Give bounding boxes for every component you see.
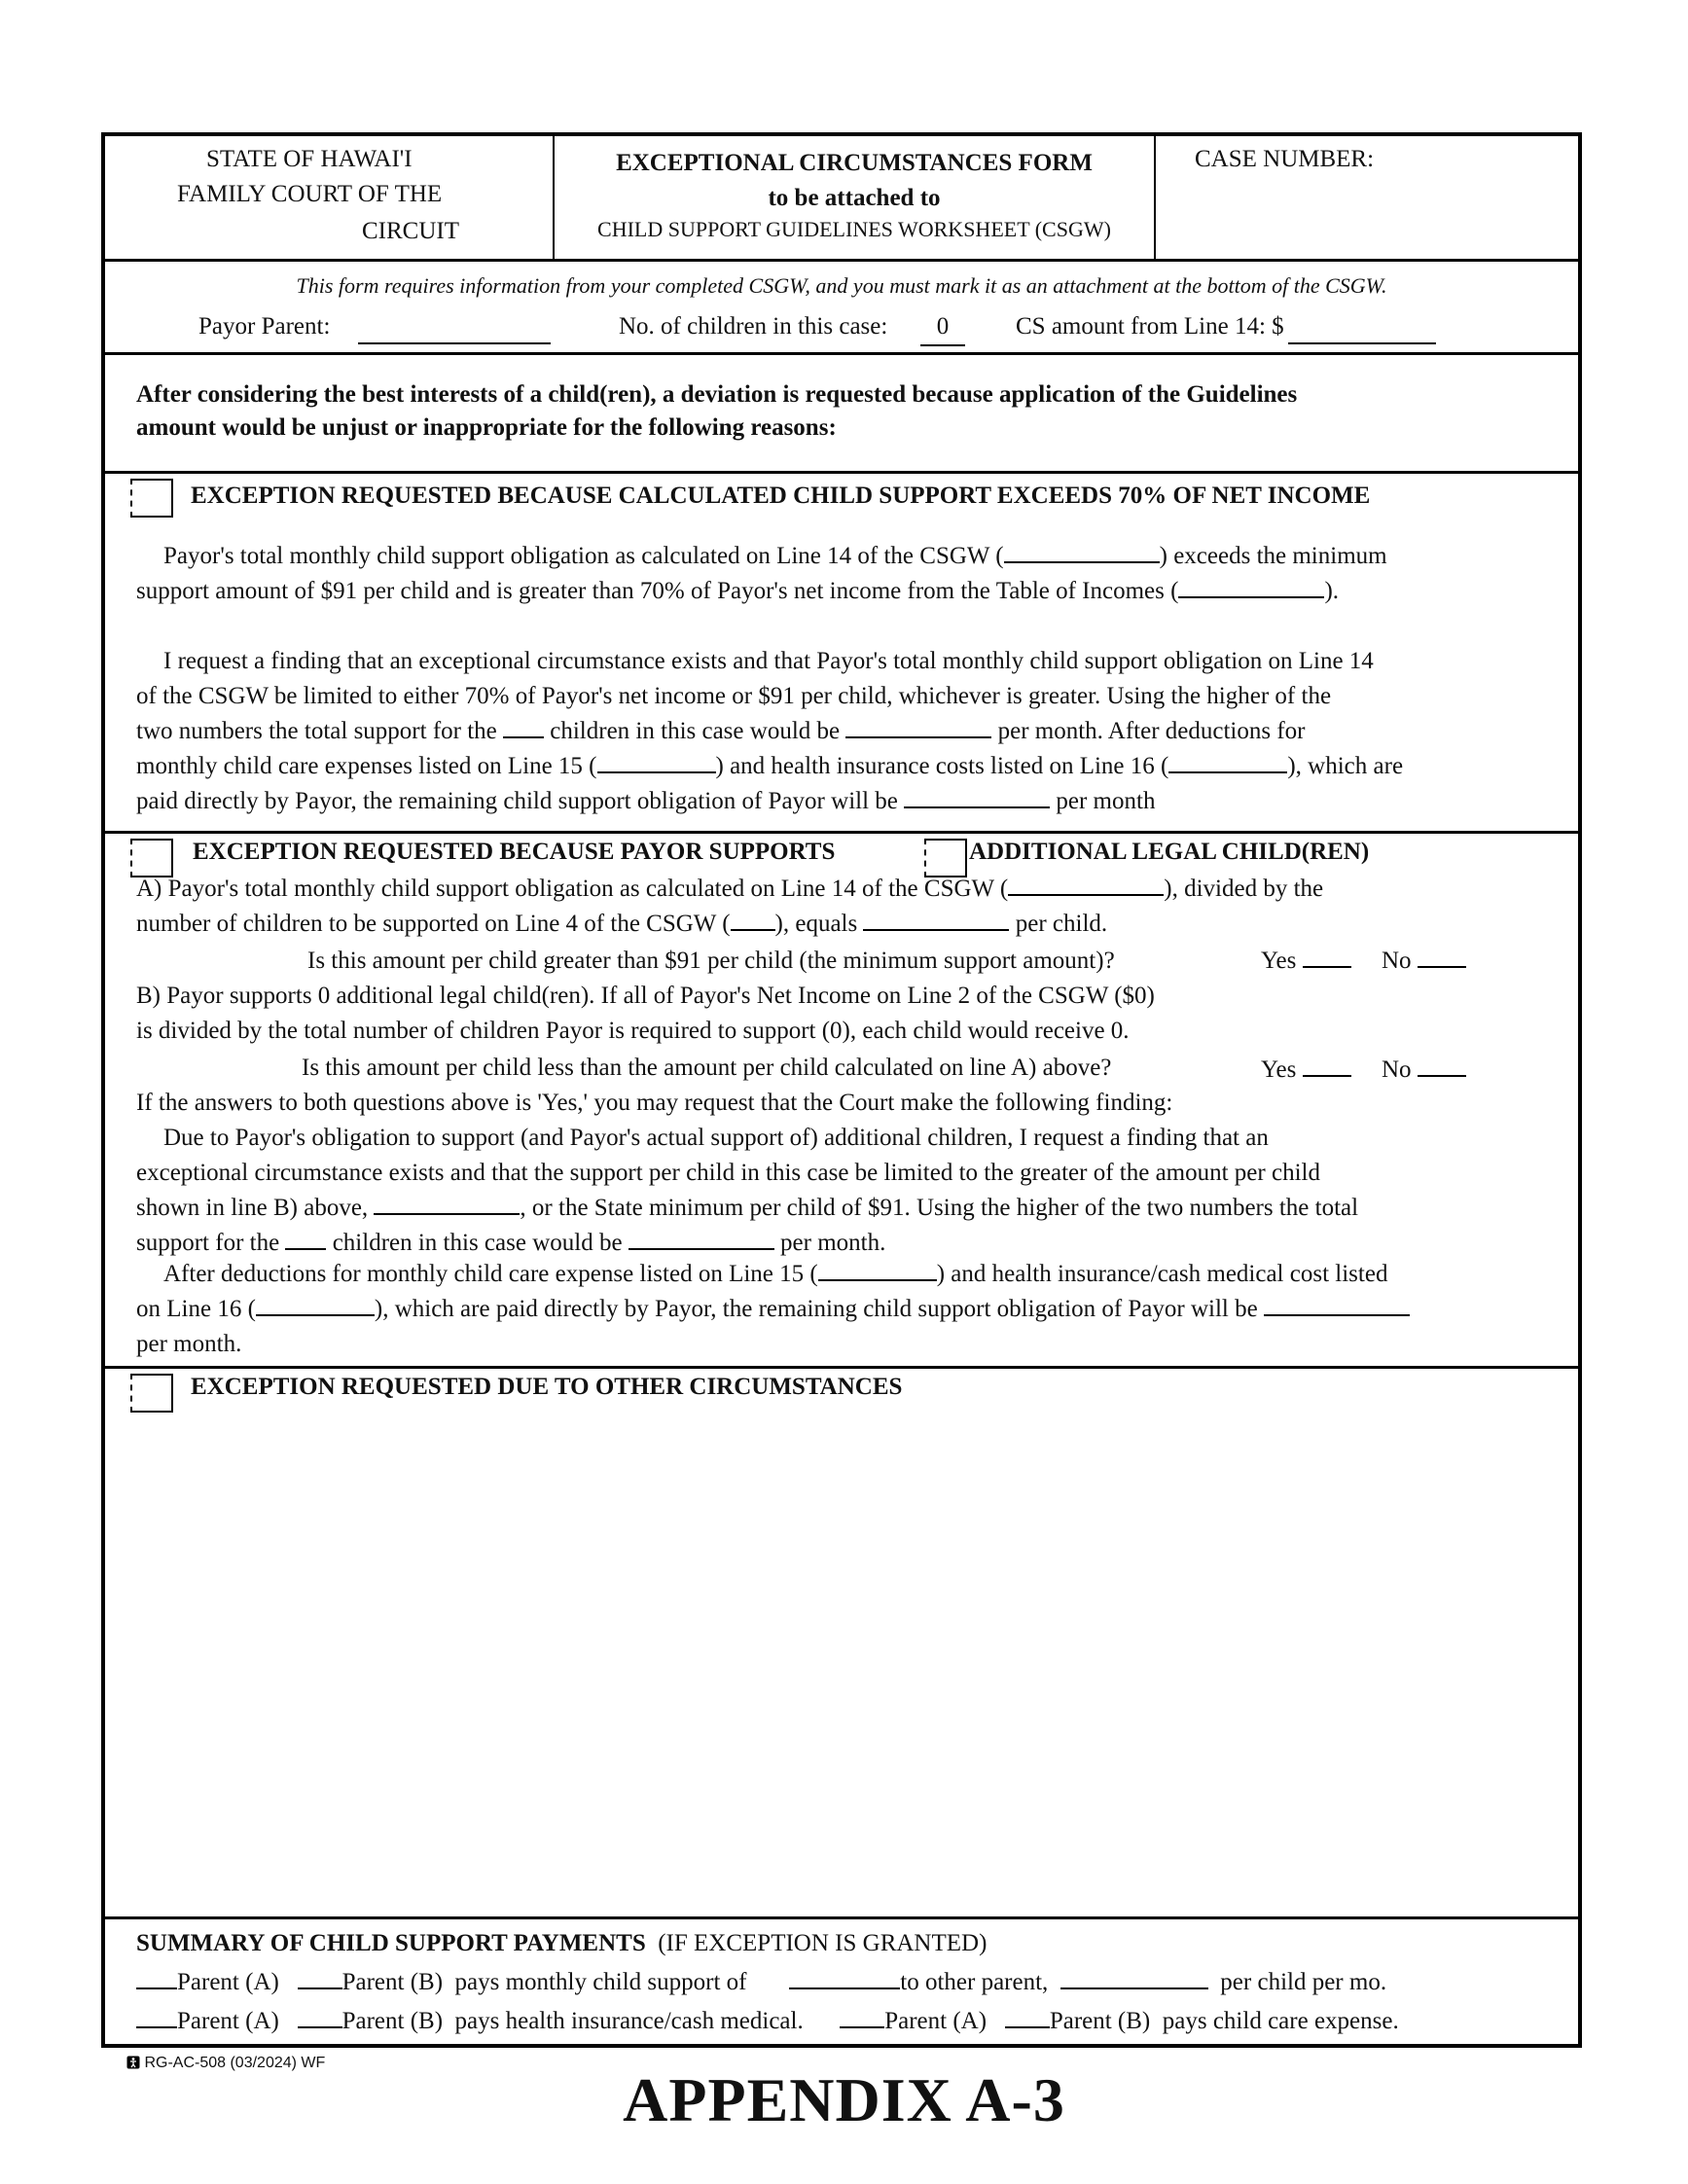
section1-p2-line5-text-a: paid directly by Payor, the remaining child support obligation of Payor will be bbox=[136, 788, 898, 814]
summary-heading-note: (IF EXCEPTION IS GRANTED) bbox=[658, 1930, 988, 1956]
section1-p2-line1: I request a finding that an exceptional circumstance exists and that Payor's total monthly child support obligation on Line 14 bbox=[163, 648, 1374, 674]
summary-r1-text: pays monthly child support of bbox=[454, 1969, 747, 1995]
form-title: EXCEPTIONAL CIRCUMSTANCES FORM bbox=[616, 150, 1093, 176]
section1-p2-line5-text-b: per month bbox=[1056, 788, 1156, 814]
section1-line15-field[interactable] bbox=[597, 752, 716, 773]
section1-p2-line5 bbox=[136, 784, 1155, 819]
exceptional-circumstances-form bbox=[101, 132, 1582, 2048]
section1-p1-line2 bbox=[136, 574, 1339, 609]
section2-d-line4-text-c: per month. bbox=[780, 1230, 886, 1256]
section2-heading-a: EXCEPTION REQUESTED BECAUSE PAYOR SUPPORTS bbox=[193, 839, 836, 865]
section2-e-line2-text-a: on Line 16 ( bbox=[136, 1296, 256, 1322]
children-count-value[interactable]: 0 bbox=[920, 309, 965, 346]
section2-q2-yes-label: Yes bbox=[1261, 1056, 1297, 1083]
section1-p1-line2-text-b: ). bbox=[1324, 578, 1340, 604]
summary-r1-parent-b-field[interactable] bbox=[298, 1968, 342, 1989]
instruction-text: This form requires information from your completed CSGW, and you must mark it as an attachment at the bottom of the CSGW. bbox=[296, 273, 1387, 298]
section2-a-line2-text-b: ), equals bbox=[774, 911, 858, 937]
section2-q1-no bbox=[1382, 944, 1466, 979]
form-subtitle: to be attached to bbox=[768, 185, 941, 211]
summary-r1-amount-field[interactable] bbox=[789, 1968, 900, 1989]
summary-r1-to: to other parent, bbox=[900, 1969, 1049, 1995]
form-worksheet: CHILD SUPPORT GUIDELINES WORKSHEET (CSGW) bbox=[597, 217, 1111, 241]
court-state: STATE OF HAWAI'I bbox=[206, 146, 413, 172]
section2-d-line4 bbox=[136, 1226, 885, 1261]
section2-e-line1-text-a: After deductions for monthly child care expense listed on Line 15 ( bbox=[163, 1261, 818, 1287]
summary-row-2 bbox=[136, 2004, 1399, 2039]
section2-a-line2-text-c: per child. bbox=[1015, 911, 1108, 937]
section1-p2-line4-text-b: ) and health insurance costs listed on Line 16 ( bbox=[715, 753, 1169, 779]
info-rule bbox=[105, 352, 1578, 355]
section2-q1-yes bbox=[1261, 944, 1351, 979]
section1-p2-line4 bbox=[136, 749, 1403, 784]
section1-remaining-obligation-field[interactable] bbox=[904, 787, 1050, 808]
section1-p2-line4-text-c: ), which are bbox=[1287, 753, 1404, 779]
section2-d-line3-text-a: shown in line B) above, bbox=[136, 1195, 369, 1221]
case-number-label: CASE NUMBER: bbox=[1195, 146, 1375, 172]
section1-p1-line1 bbox=[163, 539, 1387, 574]
section2-total-support-field[interactable] bbox=[629, 1229, 774, 1250]
section2-q2-no bbox=[1382, 1053, 1466, 1088]
section2-per-child-field[interactable] bbox=[863, 910, 1009, 931]
section2-q2-yes bbox=[1261, 1053, 1351, 1088]
section1-heading: EXCEPTION REQUESTED BECAUSE CALCULATED CHILD SUPPORT EXCEEDS 70% OF NET INCOME bbox=[191, 483, 1371, 509]
intro-line-2: amount would be unjust or inappropriate for the following reasons: bbox=[136, 414, 837, 441]
summary-r2-parent-a-field[interactable] bbox=[136, 2007, 177, 2028]
section2-d-line3 bbox=[136, 1191, 1358, 1226]
summary-heading-row bbox=[136, 1926, 987, 1961]
section2-q2-no-label: No bbox=[1382, 1056, 1412, 1083]
section2-d-line1: Due to Payor's obligation to support (and Payor's actual support of) additional children, I request a finding that an bbox=[163, 1125, 1269, 1151]
section2-line15-field[interactable] bbox=[818, 1260, 937, 1281]
section2-e-line2-text-b: ), which are paid directly by Payor, the remaining child support obligation of Payor will be bbox=[374, 1296, 1258, 1322]
section1-p1-line1-text-a: Payor's total monthly child support obligation as calculated on Line 14 of the CSGW ( bbox=[163, 543, 1004, 569]
summary-row-1 bbox=[136, 1965, 1386, 2000]
section2-e-line1-text-b: ) and health insurance/cash medical cost listed bbox=[936, 1261, 1388, 1287]
section1-table-incomes-field[interactable] bbox=[1178, 577, 1324, 598]
summary-r2-care-parent-a-field[interactable] bbox=[840, 2007, 884, 2028]
section2-if-yes: If the answers to both questions above is 'Yes,' you may request that the Court make the following finding: bbox=[136, 1090, 1173, 1116]
section2-a-line1-text-a: A) Payor's total monthly child support obligation as calculated on Line 14 of the CSGW ( bbox=[136, 876, 1009, 902]
section1-p2-line3-text-b: children in this case would be bbox=[550, 718, 841, 744]
section2-q2-no-field[interactable] bbox=[1418, 1056, 1466, 1077]
header-rule bbox=[105, 259, 1578, 262]
children-count-label: No. of children in this case: bbox=[619, 313, 888, 340]
section1-p2-line3-text-a: two numbers the total support for the bbox=[136, 718, 497, 744]
form-code-text: RG-AC-508 (03/2024) WF bbox=[144, 2055, 326, 2071]
summary-r2-text: pays health insurance/cash medical. bbox=[454, 2008, 804, 2034]
summary-r2-parent-b-label: Parent (B) bbox=[341, 2008, 444, 2034]
section1-children-field[interactable] bbox=[503, 717, 544, 738]
section3-heading: EXCEPTION REQUESTED DUE TO OTHER CIRCUMSTANCES bbox=[191, 1374, 903, 1400]
section2-a-line1 bbox=[136, 872, 1323, 907]
section2-heading-b: ADDITIONAL LEGAL CHILD(REN) bbox=[969, 839, 1370, 865]
intro-line-1: After considering the best interests of a child(ren), a deviation is requested because application of the Guidelines bbox=[136, 381, 1298, 408]
section2-question-1: Is this amount per child greater than $91 per child (the minimum support amount)? bbox=[307, 948, 1115, 974]
section1-rule bbox=[105, 831, 1578, 834]
cs-amount-label: CS amount from Line 14: $ bbox=[1016, 313, 1284, 340]
summary-r2-care-parent-b-label: Parent (B) bbox=[1049, 2008, 1151, 2034]
section2-line-b-amount-field[interactable] bbox=[374, 1194, 520, 1215]
section2-line14-field[interactable] bbox=[1008, 875, 1164, 896]
section2-line4-field[interactable] bbox=[731, 910, 775, 931]
summary-r2-parent-b-field[interactable] bbox=[298, 2007, 342, 2028]
section1-p1-line1-text-b: ) exceeds the minimum bbox=[1159, 543, 1387, 569]
summary-r1-parent-a-field[interactable] bbox=[136, 1968, 177, 1989]
section1-p2-line2: of the CSGW be limited to either 70% of Payor's net income or $91 per child, whichever is greater. Using the higher of the bbox=[136, 683, 1332, 709]
section2-q2-yes-field[interactable] bbox=[1303, 1056, 1351, 1077]
section2-e-line1 bbox=[163, 1257, 1387, 1292]
case-number-field[interactable] bbox=[1195, 179, 1564, 247]
section2-q1-yes-label: Yes bbox=[1261, 948, 1297, 974]
section2-rule bbox=[105, 1366, 1578, 1369]
section2-d-line2: exceptional circumstance exists and that the support per child in this case be limited to the greater of the amount per child bbox=[136, 1160, 1320, 1186]
section3-rule bbox=[105, 1916, 1578, 1919]
section1-line14-amount-field[interactable] bbox=[1004, 542, 1160, 563]
section1-p2-line3 bbox=[136, 714, 1306, 749]
intro-rule bbox=[105, 471, 1578, 474]
section2-b-line2: is divided by the total number of children Payor is required to support (0), each child would receive 0. bbox=[136, 1018, 1130, 1044]
payor-parent-field[interactable] bbox=[358, 309, 551, 344]
payor-parent-label: Payor Parent: bbox=[198, 313, 331, 340]
section3-checkbox[interactable] bbox=[130, 1374, 173, 1413]
section1-line16-field[interactable] bbox=[1168, 752, 1287, 773]
section2-b-line1: B) Payor supports 0 additional legal child(ren). If all of Payor's Net Income on Line 2 of the CSGW ($0) bbox=[136, 983, 1155, 1009]
court-family: FAMILY COURT OF THE bbox=[177, 181, 443, 207]
section1-p1-line2-text-a: support amount of $91 per child and is greater than 70% of Payor's net income from the Table of Incomes ( bbox=[136, 578, 1179, 604]
appendix-title: APPENDIX A-3 bbox=[623, 2065, 1065, 2134]
summary-r2-end: pays child care expense. bbox=[1162, 2008, 1399, 2034]
summary-heading: SUMMARY OF CHILD SUPPORT PAYMENTS bbox=[136, 1930, 646, 1956]
section2-e-line3: per month. bbox=[136, 1331, 242, 1357]
header-divider-right bbox=[1154, 136, 1156, 261]
section2-q1-yes-field[interactable] bbox=[1303, 947, 1351, 968]
section2-a-line2 bbox=[136, 907, 1107, 942]
section2-a-line2-text-a: number of children to be supported on Line 4 of the CSGW ( bbox=[136, 911, 731, 937]
section2-d-line3-text-b: , or the State minimum per child of $91. Using the higher of the two numbers the total bbox=[520, 1195, 1359, 1221]
section2-a-line1-text-b: ), divided by the bbox=[1164, 876, 1324, 902]
summary-r1-parent-a-label: Parent (A) bbox=[177, 1969, 279, 1995]
section1-p2-line4-text-a: monthly child care expenses listed on Line 15 ( bbox=[136, 753, 597, 779]
section1-total-support-field[interactable] bbox=[845, 717, 991, 738]
court-circuit: CIRCUIT bbox=[362, 218, 459, 244]
section2-line16-field[interactable] bbox=[256, 1295, 375, 1316]
section2-d-line4-text-b: children in this case would be bbox=[332, 1230, 623, 1256]
summary-r2-care-parent-a-label: Parent (A) bbox=[884, 2008, 988, 2034]
summary-r2-care-parent-b-field[interactable] bbox=[1005, 2007, 1050, 2028]
section1-checkbox[interactable] bbox=[130, 479, 173, 518]
section1-p2-line3-text-c: per month. After deductions for bbox=[997, 718, 1306, 744]
section2-d-line4-text-a: support for the bbox=[136, 1230, 280, 1256]
section2-q1-no-label: No bbox=[1382, 948, 1412, 974]
summary-r2-parent-a-label: Parent (A) bbox=[177, 2008, 279, 2034]
cs-amount-field[interactable] bbox=[1288, 309, 1436, 344]
section2-question-2: Is this amount per child less than the amount per child calculated on line A) above? bbox=[302, 1055, 1112, 1081]
summary-r1-parent-b-label: Parent (B) bbox=[341, 1969, 444, 1995]
section2-children-field[interactable] bbox=[285, 1229, 326, 1250]
section2-remaining-obligation-field[interactable] bbox=[1264, 1295, 1410, 1316]
section2-q1-no-field[interactable] bbox=[1418, 947, 1466, 968]
other-circumstances-textarea[interactable] bbox=[136, 1420, 1547, 1907]
summary-r1-per-child-field[interactable] bbox=[1060, 1968, 1208, 1989]
section2-e-line2 bbox=[136, 1292, 1410, 1327]
summary-r1-per: per child per mo. bbox=[1220, 1969, 1387, 1995]
